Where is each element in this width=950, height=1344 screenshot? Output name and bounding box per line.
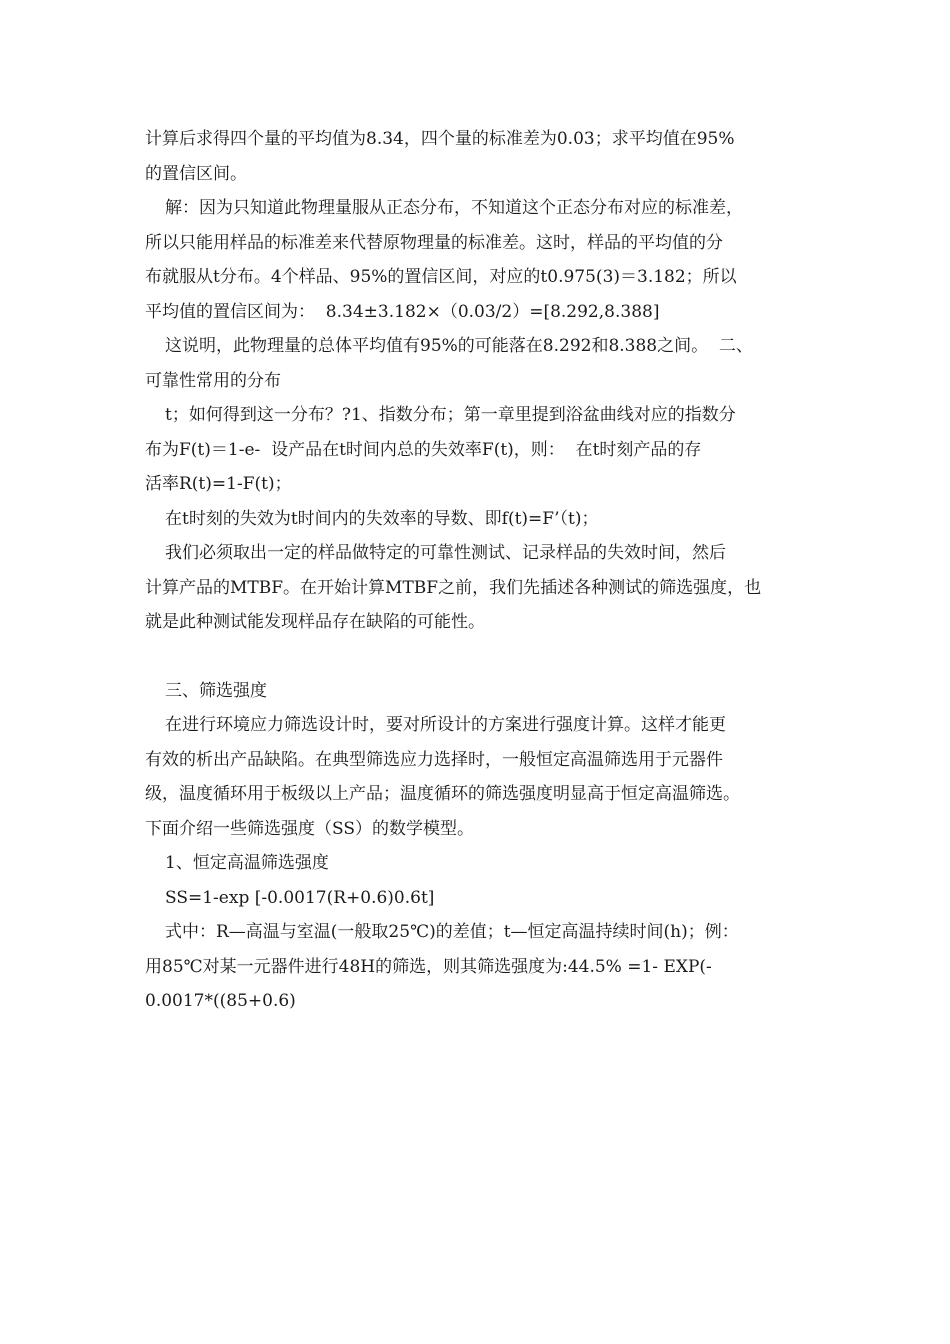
text-line: 有效的析出产品缺陷。在典型筛选应力选择时，一般恒定高温筛选用于元器件 [145, 749, 723, 770]
text-line: 就是此种测试能发现样品存在缺陷的可能性。 [145, 612, 485, 632]
section-heading [145, 674, 813, 709]
text-line: 计算产品的MTBF。在开始计算MTBF之前，我们先插述各种测试的筛选强度，也 [145, 577, 762, 598]
paragraph-gap [145, 640, 813, 674]
text-line: 用85℃对某一元器件进行48H的筛选，则其筛选强度为:44.5% =1- EXP(- [145, 956, 712, 977]
text-line: 的置信区间。 [145, 163, 247, 184]
heading-line: 三、筛选强度 [165, 680, 267, 701]
text-line: 0.0017*((85+0.6) [145, 991, 296, 1011]
paragraph-solution [145, 191, 813, 329]
document-page [145, 122, 813, 1019]
paragraph-stress-screening [145, 708, 813, 846]
text-line: 解：因为只知道此物理量服从正态分布，不知道这个正态分布对应的标准差， [165, 198, 743, 218]
paragraph-intro [145, 122, 813, 191]
text-line: 下面介绍一些筛选强度（SS）的数学模型。 [145, 818, 474, 839]
text-line: 这说明，此物理量的总体平均值有95%的可能落在8.292和8.388之间。 二、 [165, 336, 753, 356]
formula [145, 881, 813, 916]
text-line: 所以只能用样品的标准差来代替原物理量的标准差。这时，样品的平均值的分 [145, 232, 723, 253]
text-line: 计算后求得四个量的平均值为8.34，四个量的标准差为0.03；求平均值在95% [145, 129, 735, 149]
text-line: 平均值的置信区间为： 8.34±3.182×（0.03/2）=[8.292,8.388] [145, 301, 660, 322]
text-line: 活率R(t)=1-F(t)； [145, 474, 292, 494]
formula-line: SS=1-exp [-0.0017(R+0.6)0.6t] [165, 887, 435, 908]
paragraph-explanation [145, 329, 813, 398]
text-line: 布为F(t)＝1-e- 设产品在t时间内总的失效率F(t)，则： 在t时刻产品的存 [145, 439, 702, 460]
text-line: 在进行环境应力筛选设计时，要对所设计的方案进行强度计算。这样才能更 [165, 715, 726, 735]
text-line: 级，温度循环用于板级以上产品；温度循环的筛选强度明显高于恒定高温筛选。 [145, 784, 740, 804]
paragraph-exponential [145, 398, 813, 502]
text-line: 可靠性常用的分布 [145, 370, 281, 391]
heading-line: 1、恒定高温筛选强度 [165, 853, 329, 873]
subsection-heading [145, 846, 813, 881]
text-line: 在t时刻的失效为t时间内的失效率的导数、即f(t)=F’（t)； [165, 508, 599, 529]
text-line: 式中：R—高温与室温(一般取25℃)的差值；t—恒定高温持续时间(h)；例： [165, 922, 739, 942]
paragraph-mtbf [145, 536, 813, 640]
text-line: 布就服从t分布。4个样品、95%的置信区间，对应的t0.975(3)＝3.182；所以 [145, 267, 737, 287]
paragraph-failure [145, 502, 813, 537]
text-line: 我们必须取出一定的样品做特定的可靠性测试、记录样品的失效时间，然后 [165, 543, 726, 563]
text-line: t；如何得到这一分布？?1、指数分布；第一章里提到浴盆曲线对应的指数分 [165, 405, 736, 425]
paragraph-formula-explanation [145, 915, 813, 1019]
